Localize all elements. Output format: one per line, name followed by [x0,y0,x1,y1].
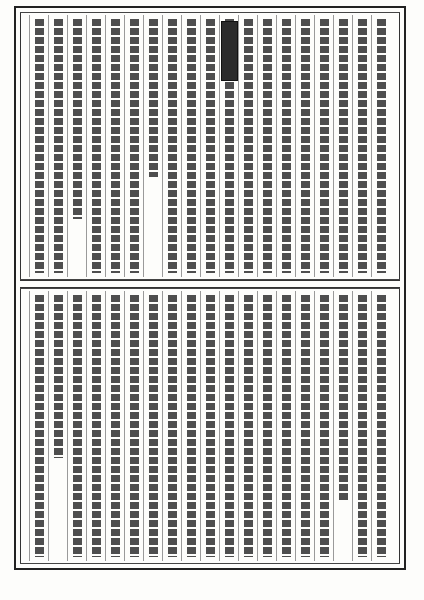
text-line [301,19,310,273]
text-column [257,15,276,277]
text-column [67,15,86,277]
text-line [263,19,272,273]
chapter-heading-box [221,21,238,81]
text-column [314,15,333,277]
text-column [67,291,86,561]
text-line [339,295,348,502]
text-column [333,15,352,277]
text-line [301,295,310,557]
text-column [124,15,143,277]
text-column [314,291,333,561]
text-column [295,291,314,561]
text-line [358,295,367,557]
text-line [187,19,196,273]
text-line [244,19,253,273]
text-column [200,291,219,561]
panel-divider [20,280,400,288]
text-line [263,295,272,557]
text-line [377,295,386,557]
text-line [282,295,291,557]
text-column [29,15,48,277]
text-column [295,15,314,277]
text-line [377,19,386,273]
text-column [124,291,143,561]
text-line [320,295,329,557]
text-column [105,15,124,277]
text-column [238,15,257,277]
text-line [35,19,44,273]
text-line [206,19,215,273]
text-column [238,291,257,561]
text-column [162,291,181,561]
text-line [168,295,177,557]
text-column [219,291,238,561]
text-column [162,15,181,277]
text-line [73,19,82,219]
lower-text-panel [20,288,400,564]
text-line [73,295,82,557]
text-column [219,15,238,277]
text-line [111,19,120,273]
text-column [352,291,371,561]
text-line [130,19,139,273]
text-line [244,295,253,557]
text-line [168,19,177,273]
text-column [86,291,105,561]
text-line [320,19,329,273]
text-column [181,291,200,561]
text-line [111,295,120,557]
text-column [143,291,162,561]
text-line [358,19,367,273]
text-column [371,291,390,561]
text-column [276,291,295,561]
text-column [181,15,200,277]
text-column [276,15,295,277]
text-column [371,15,390,277]
text-column [200,15,219,277]
text-line [187,295,196,557]
text-column [105,291,124,561]
text-column [48,15,67,277]
text-column [257,291,276,561]
text-line [35,295,44,557]
text-column [143,15,162,277]
text-column [48,291,67,561]
text-line [54,19,63,273]
text-line [225,295,234,557]
text-line [339,19,348,273]
upper-text-panel [20,12,400,280]
text-line [92,19,101,273]
text-line [282,19,291,273]
text-line [54,295,63,458]
text-line [92,295,101,557]
text-column [86,15,105,277]
text-column [29,291,48,561]
text-column [333,291,352,561]
text-line [149,295,158,557]
text-line [206,295,215,557]
text-line [130,295,139,557]
text-column [352,15,371,277]
text-line [149,19,158,177]
